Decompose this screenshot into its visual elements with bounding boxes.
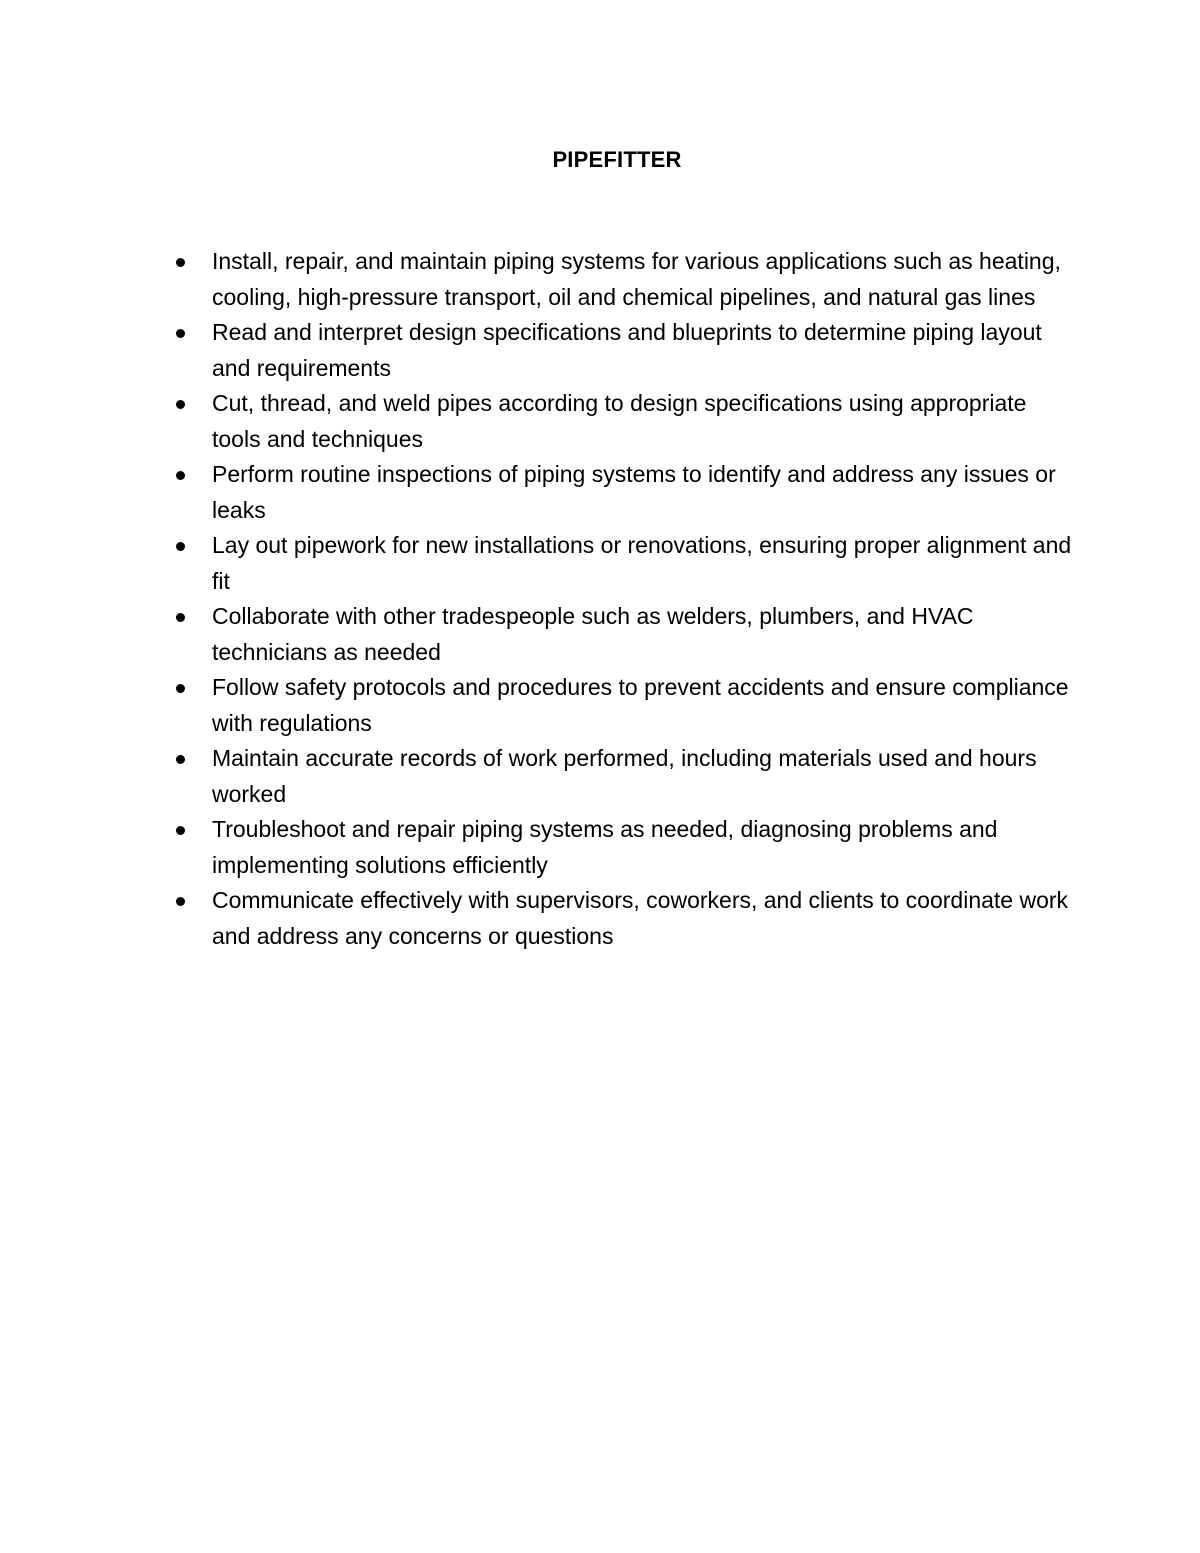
duty-text: Install, repair, and maintain piping systems for various applications such as heating, cooling, high-pressure transport, oil and chemical pipelines, and natural gas lines: [212, 248, 1061, 310]
duty-text: Cut, thread, and weld pipes according to design specifications using appropriate tools and techniques: [212, 390, 1027, 452]
list-item: [212, 883, 1072, 954]
bullet-icon: [176, 897, 185, 906]
list-item: [212, 386, 1072, 457]
list-item: [212, 599, 1072, 670]
bullet-icon: [176, 471, 185, 480]
list-item: [212, 812, 1072, 883]
bullet-icon: [176, 542, 185, 551]
duty-text: Read and interpret design specifications and blueprints to determine piping layout and requirements: [212, 319, 1042, 381]
duty-text: Perform routine inspections of piping systems to identify and address any issues or leaks: [212, 461, 1056, 523]
duties-list: [212, 244, 1072, 954]
duty-text: Maintain accurate records of work performed, including materials used and hours worked: [212, 745, 1037, 807]
duty-text: Lay out pipework for new installations or renovations, ensuring proper alignment and fit: [212, 532, 1072, 594]
list-item: [212, 741, 1072, 812]
bullet-icon: [176, 826, 185, 835]
bullet-icon: [176, 400, 185, 409]
bullet-icon: [176, 613, 185, 622]
duty-text: Troubleshoot and repair piping systems as needed, diagnosing problems and implementing solutions efficiently: [212, 816, 998, 878]
list-item: [212, 528, 1072, 599]
list-item: [212, 457, 1072, 528]
bullet-icon: [176, 329, 185, 338]
duty-text: Communicate effectively with supervisors, coworkers, and clients to coordinate work and address any concerns or questions: [212, 887, 1069, 949]
duty-text: Collaborate with other tradespeople such as welders, plumbers, and HVAC technicians as needed: [212, 603, 974, 665]
bullet-icon: [176, 258, 185, 267]
list-item: [212, 315, 1072, 386]
document-title: PIPEFITTER: [552, 147, 682, 172]
duty-text: Follow safety protocols and procedures to prevent accidents and ensure compliance with regulations: [212, 674, 1069, 736]
bullet-icon: [176, 755, 185, 764]
bullet-icon: [176, 684, 185, 693]
list-item: [212, 670, 1072, 741]
list-item: [212, 244, 1072, 315]
